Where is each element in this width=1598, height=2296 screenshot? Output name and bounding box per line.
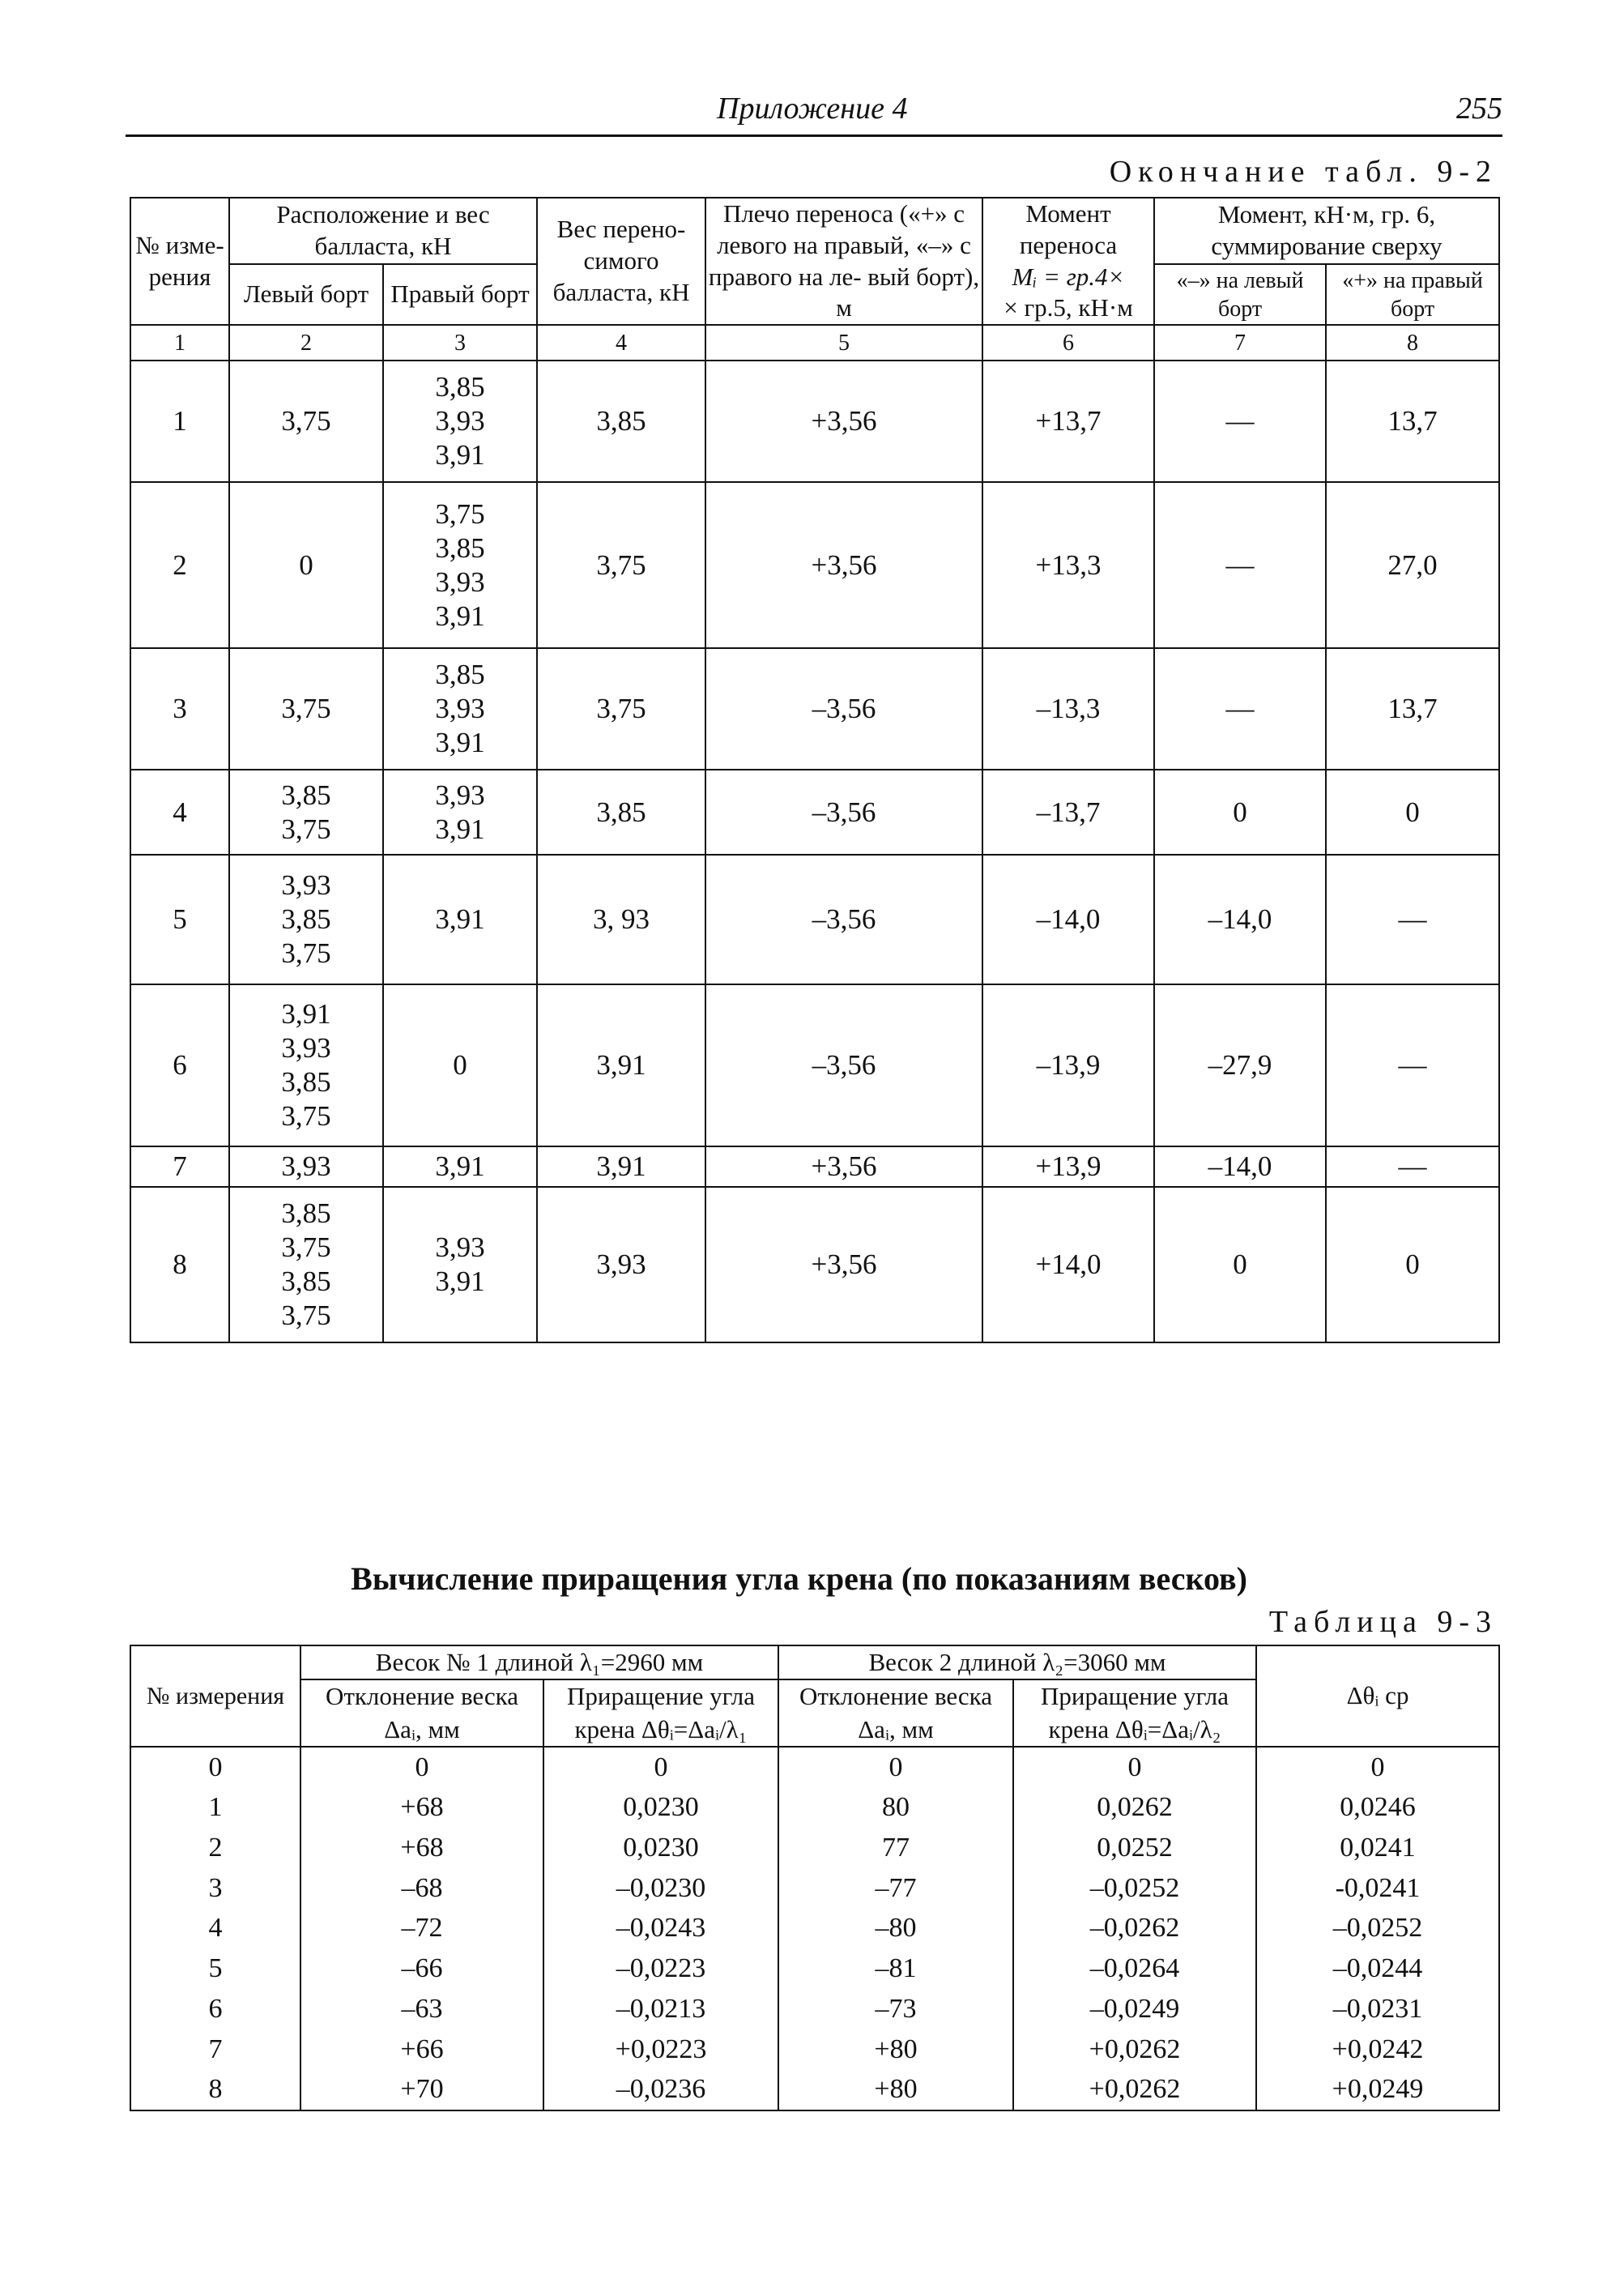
table-row [130,1187,1499,1342]
cell-sum-right: — [1326,1146,1499,1187]
col-moment [982,198,1154,325]
cell-increment-1: –0,0243 [543,1909,778,1949]
cell-increment-2: 0 [1013,1747,1256,1788]
cell-right [383,482,537,648]
table2-heading: Вычисление приращения угла крена (по показаниям весков) [351,1560,1247,1597]
cell-weight: 3,85 [537,770,705,855]
cell-deviation-2: –77 [778,1868,1013,1909]
ballast-value: 3,91 [435,1265,485,1297]
cell-sum-right: 13,7 [1326,361,1499,482]
cell-deviation-2: +80 [778,2029,1013,2070]
cell-measure-no: 7 [130,2029,300,2070]
cell-deviation-2: 80 [778,1788,1013,1829]
cell-moment: –13,9 [982,984,1154,1146]
table-row [130,648,1499,770]
ballast-value: 3,91 [435,600,485,632]
ballast-value: 3,93 [281,869,331,901]
cell-left [229,1187,383,1342]
ballast-value: 3,91 [435,903,485,935]
cell-deviation-1: 0 [300,1747,543,1788]
cell-measure-no: 4 [130,1909,300,1949]
cell-arm: –3,56 [705,770,982,855]
ballast-value: 3,75 [435,497,485,530]
table-row [130,1747,1499,1788]
col-left: Левый борт [229,264,383,325]
cell-arm: –3,56 [705,855,982,984]
cell-left [229,1146,383,1187]
cell-deviation-2: +80 [778,2069,1013,2110]
cell-increment-2: +0,0262 [1013,2029,1256,2070]
ballast-value: 3,91 [435,439,485,471]
cell-deviation-2: 77 [778,1828,1013,1868]
ballast-value: 3,93 [435,565,485,598]
ballast-value: 3,91 [281,998,331,1030]
cell-measure-no: 5 [130,855,229,984]
cell-increment-2: –0,0249 [1013,1989,1256,2029]
table-row [130,482,1499,648]
cell-left [229,984,383,1146]
cell-weight: 3,91 [537,1146,705,1187]
table-row [130,1788,1499,1829]
col-number: 6 [982,325,1154,361]
cell-measure-no: 2 [130,1828,300,1868]
col-number: 7 [1154,325,1326,361]
cell-sum-left: –14,0 [1154,1146,1326,1187]
ballast-value: 3,93 [435,693,485,724]
table-row [130,1909,1499,1949]
col-summ-left: «–» на левый борт [1154,264,1326,325]
col-measure-no: № измерения [130,1645,300,1747]
cell-increment-2: +0,0262 [1013,2069,1256,2110]
ballast-value: 3,85 [281,1066,331,1098]
running-title: Приложение 4 [717,92,908,126]
col-deviation-1 [300,1679,543,1747]
cell-arm: +3,56 [705,1187,982,1342]
cell-measure-no: 3 [130,648,229,770]
col-deviation-2 [778,1679,1013,1747]
cell-moment: +14,0 [982,1187,1154,1342]
page-number: 255 [1456,92,1502,126]
cell-deviation-1: +70 [300,2069,543,2110]
cell-sum-left: 0 [1154,770,1326,855]
cell-measure-no: 2 [130,482,229,648]
cell-sum-left: –14,0 [1154,855,1326,984]
ballast-value: 3,75 [281,937,331,969]
cell-left [229,855,383,984]
cell-sum-right: 13,7 [1326,648,1499,770]
cell-mean: +0,0249 [1256,2069,1499,2110]
table-row [130,855,1499,984]
cell-arm: +3,56 [705,482,982,648]
col-plumb1: Весок № 1 длиной λ₁=2960 мм [300,1645,778,1679]
cell-sum-right: — [1326,984,1499,1146]
deviation-label: Отклонение веска [799,1682,993,1711]
cell-sum-right: 27,0 [1326,482,1499,648]
cell-arm: –3,56 [705,984,982,1146]
cell-deviation-1: –68 [300,1868,543,1909]
cell-measure-no: 6 [130,1989,300,2029]
cell-increment-2: –0,0264 [1013,1948,1256,1989]
cell-mean: -0,0241 [1256,1868,1499,1909]
cell-weight: 3,75 [537,482,705,648]
cell-deviation-2: –81 [778,1948,1013,1989]
cell-measure-no: 5 [130,1948,300,1989]
cell-left [229,770,383,855]
cell-right [383,1146,537,1187]
cell-left [229,361,383,482]
cell-deviation-2: –80 [778,1909,1013,1949]
col-arm: Плечо переноса («+» с левого на правый, «–» с правого на ле- вый борт), м [705,198,982,325]
ballast-value: 3,91 [435,1150,485,1182]
cell-deviation-1: +66 [300,2029,543,2070]
cell-measure-no: 8 [130,2069,300,2110]
cell-measure-no: 7 [130,1146,229,1187]
col-weight: Вес перено- симого балласта, кН [537,198,705,325]
heel-angle-table [130,1645,1500,2111]
cell-right [383,361,537,482]
col-plumb2: Весок 2 длиной λ₂=3060 мм [778,1645,1256,1679]
cell-moment: +13,9 [982,1146,1154,1187]
moment-formula-1: Mᵢ = гр.4× [1012,262,1125,291]
increment-formula: крена Δθᵢ=Δaᵢ/λ₂ [1048,1714,1221,1743]
cell-increment-2: –0,0262 [1013,1909,1256,1949]
cell-deviation-1: –63 [300,1989,543,2029]
ballast-table [130,197,1500,1343]
cell-left [229,482,383,648]
increment-label: Приращение угла [1041,1682,1229,1711]
cell-increment-2: 0,0262 [1013,1788,1256,1829]
cell-mean: 0,0241 [1256,1828,1499,1868]
col-mean: Δθᵢ ср [1256,1645,1499,1747]
ballast-value: 3,85 [281,1197,331,1229]
cell-sum-right: 0 [1326,770,1499,855]
table-row [130,361,1499,482]
cell-measure-no: 3 [130,1868,300,1909]
table-row [130,1868,1499,1909]
col-increment-2 [1013,1679,1256,1747]
col-ballast: Расположение и вес балласта, кН [229,198,537,264]
cell-left [229,648,383,770]
cell-weight: 3, 93 [537,855,705,984]
ballast-value: 3,85 [281,903,331,935]
cell-measure-no: 4 [130,770,229,855]
cell-mean: +0,0242 [1256,2029,1499,2070]
deviation-label: Отклонение веска [325,1682,519,1711]
cell-sum-right: 0 [1326,1187,1499,1342]
table-row [130,1828,1499,1868]
cell-increment-1: –0,0236 [543,2069,778,2110]
ballast-value: 3,91 [435,813,485,845]
cell-measure-no: 6 [130,984,229,1146]
cell-deviation-1: +68 [300,1788,543,1829]
ballast-value: 3,75 [281,1100,331,1132]
table-row [130,770,1499,855]
ballast-value: 3,75 [281,693,331,724]
cell-deviation-1: –72 [300,1909,543,1949]
cell-sum-left: –27,9 [1154,984,1326,1146]
cell-mean: –0,0244 [1256,1948,1499,1989]
table-row [130,984,1499,1146]
cell-increment-2: –0,0252 [1013,1868,1256,1909]
cell-mean: 0,0246 [1256,1788,1499,1829]
cell-weight: 3,75 [537,648,705,770]
deviation-unit: Δaᵢ, мм [858,1714,934,1743]
cell-weight: 3,85 [537,361,705,482]
increment-label: Приращение угла [567,1682,755,1711]
cell-increment-1: –0,0223 [543,1948,778,1989]
table-row [130,1948,1499,1989]
cell-measure-no: 1 [130,1788,300,1829]
cell-moment: +13,7 [982,361,1154,482]
table1-caption: Окончание табл. 9-2 [1109,155,1498,189]
cell-moment: –13,7 [982,770,1154,855]
cell-deviation-2: –73 [778,1989,1013,2029]
ballast-value: 3,85 [435,531,485,564]
ballast-value: 3,93 [281,1032,331,1064]
col-increment-1 [543,1679,778,1747]
col-number: 4 [537,325,705,361]
cell-sum-right: — [1326,855,1499,984]
col-number: 3 [383,325,537,361]
cell-measure-no: 0 [130,1747,300,1788]
ballast-value: 3,75 [281,1300,331,1331]
deviation-unit: Δaᵢ, мм [384,1714,460,1743]
ballast-value: 0 [299,548,313,581]
table-row [130,1989,1499,2029]
cell-deviation-2: 0 [778,1747,1013,1788]
cell-sum-left: — [1154,482,1326,648]
cell-sum-left: — [1154,361,1326,482]
table2-caption: Таблица 9-3 [1268,1605,1498,1639]
page-header [126,87,1502,137]
cell-arm: +3,56 [705,1146,982,1187]
ballast-value: 3,85 [281,1265,331,1297]
cell-sum-left: — [1154,648,1326,770]
cell-weight: 3,93 [537,1187,705,1342]
cell-moment: –14,0 [982,855,1154,984]
cell-increment-1: +0,0223 [543,2029,778,2070]
ballast-value: 3,91 [435,727,485,758]
col-number: 5 [705,325,982,361]
cell-increment-1: –0,0213 [543,1989,778,2029]
cell-right [383,1187,537,1342]
cell-moment: –13,3 [982,648,1154,770]
col-right: Правый борт [383,264,537,325]
cell-sum-left: 0 [1154,1187,1326,1342]
cell-arm: –3,56 [705,648,982,770]
table-row [130,2069,1499,2110]
cell-increment-1: 0,0230 [543,1828,778,1868]
moment-formula-2: × гр.5, кН·м [1004,293,1133,322]
ballast-value: 3,75 [281,813,331,845]
ballast-value: 3,93 [281,1150,331,1182]
cell-mean: –0,0252 [1256,1909,1499,1949]
cell-deviation-1: –66 [300,1948,543,1989]
increment-formula: крена Δθᵢ=Δaᵢ/λ₁ [574,1714,748,1743]
cell-arm: +3,56 [705,361,982,482]
cell-weight: 3,91 [537,984,705,1146]
cell-increment-2: 0,0252 [1013,1828,1256,1868]
cell-measure-no: 8 [130,1187,229,1342]
cell-mean: 0 [1256,1747,1499,1788]
col-summ: Момент, кН·м, гр. 6, суммирование сверху [1154,198,1499,264]
cell-right [383,984,537,1146]
cell-mean: –0,0231 [1256,1989,1499,2029]
cell-increment-1: –0,0230 [543,1868,778,1909]
ballast-value: 3,93 [435,1231,485,1263]
cell-deviation-1: +68 [300,1828,543,1868]
col-measure-no: № изме- рения [130,198,229,325]
ballast-value: 3,85 [435,371,485,403]
col-summ-right: «+» на правый борт [1326,264,1499,325]
cell-right [383,770,537,855]
ballast-value: 3,85 [435,659,485,690]
cell-increment-1: 0,0230 [543,1788,778,1829]
ballast-value: 0 [453,1049,467,1081]
cell-moment: +13,3 [982,482,1154,648]
table-row [130,2029,1499,2070]
table-row [130,1146,1499,1187]
cell-right [383,855,537,984]
col-number: 8 [1326,325,1499,361]
ballast-value: 3,85 [281,779,331,811]
col-number: 1 [130,325,229,361]
cell-measure-no: 1 [130,361,229,482]
ballast-value: 3,93 [435,779,485,811]
col-number: 2 [229,325,383,361]
cell-right [383,648,537,770]
moment-title: Момент переноса [1019,199,1118,259]
ballast-value: 3,93 [435,405,485,437]
ballast-value: 3,75 [281,405,331,437]
cell-increment-1: 0 [543,1747,778,1788]
ballast-value: 3,75 [281,1231,331,1263]
